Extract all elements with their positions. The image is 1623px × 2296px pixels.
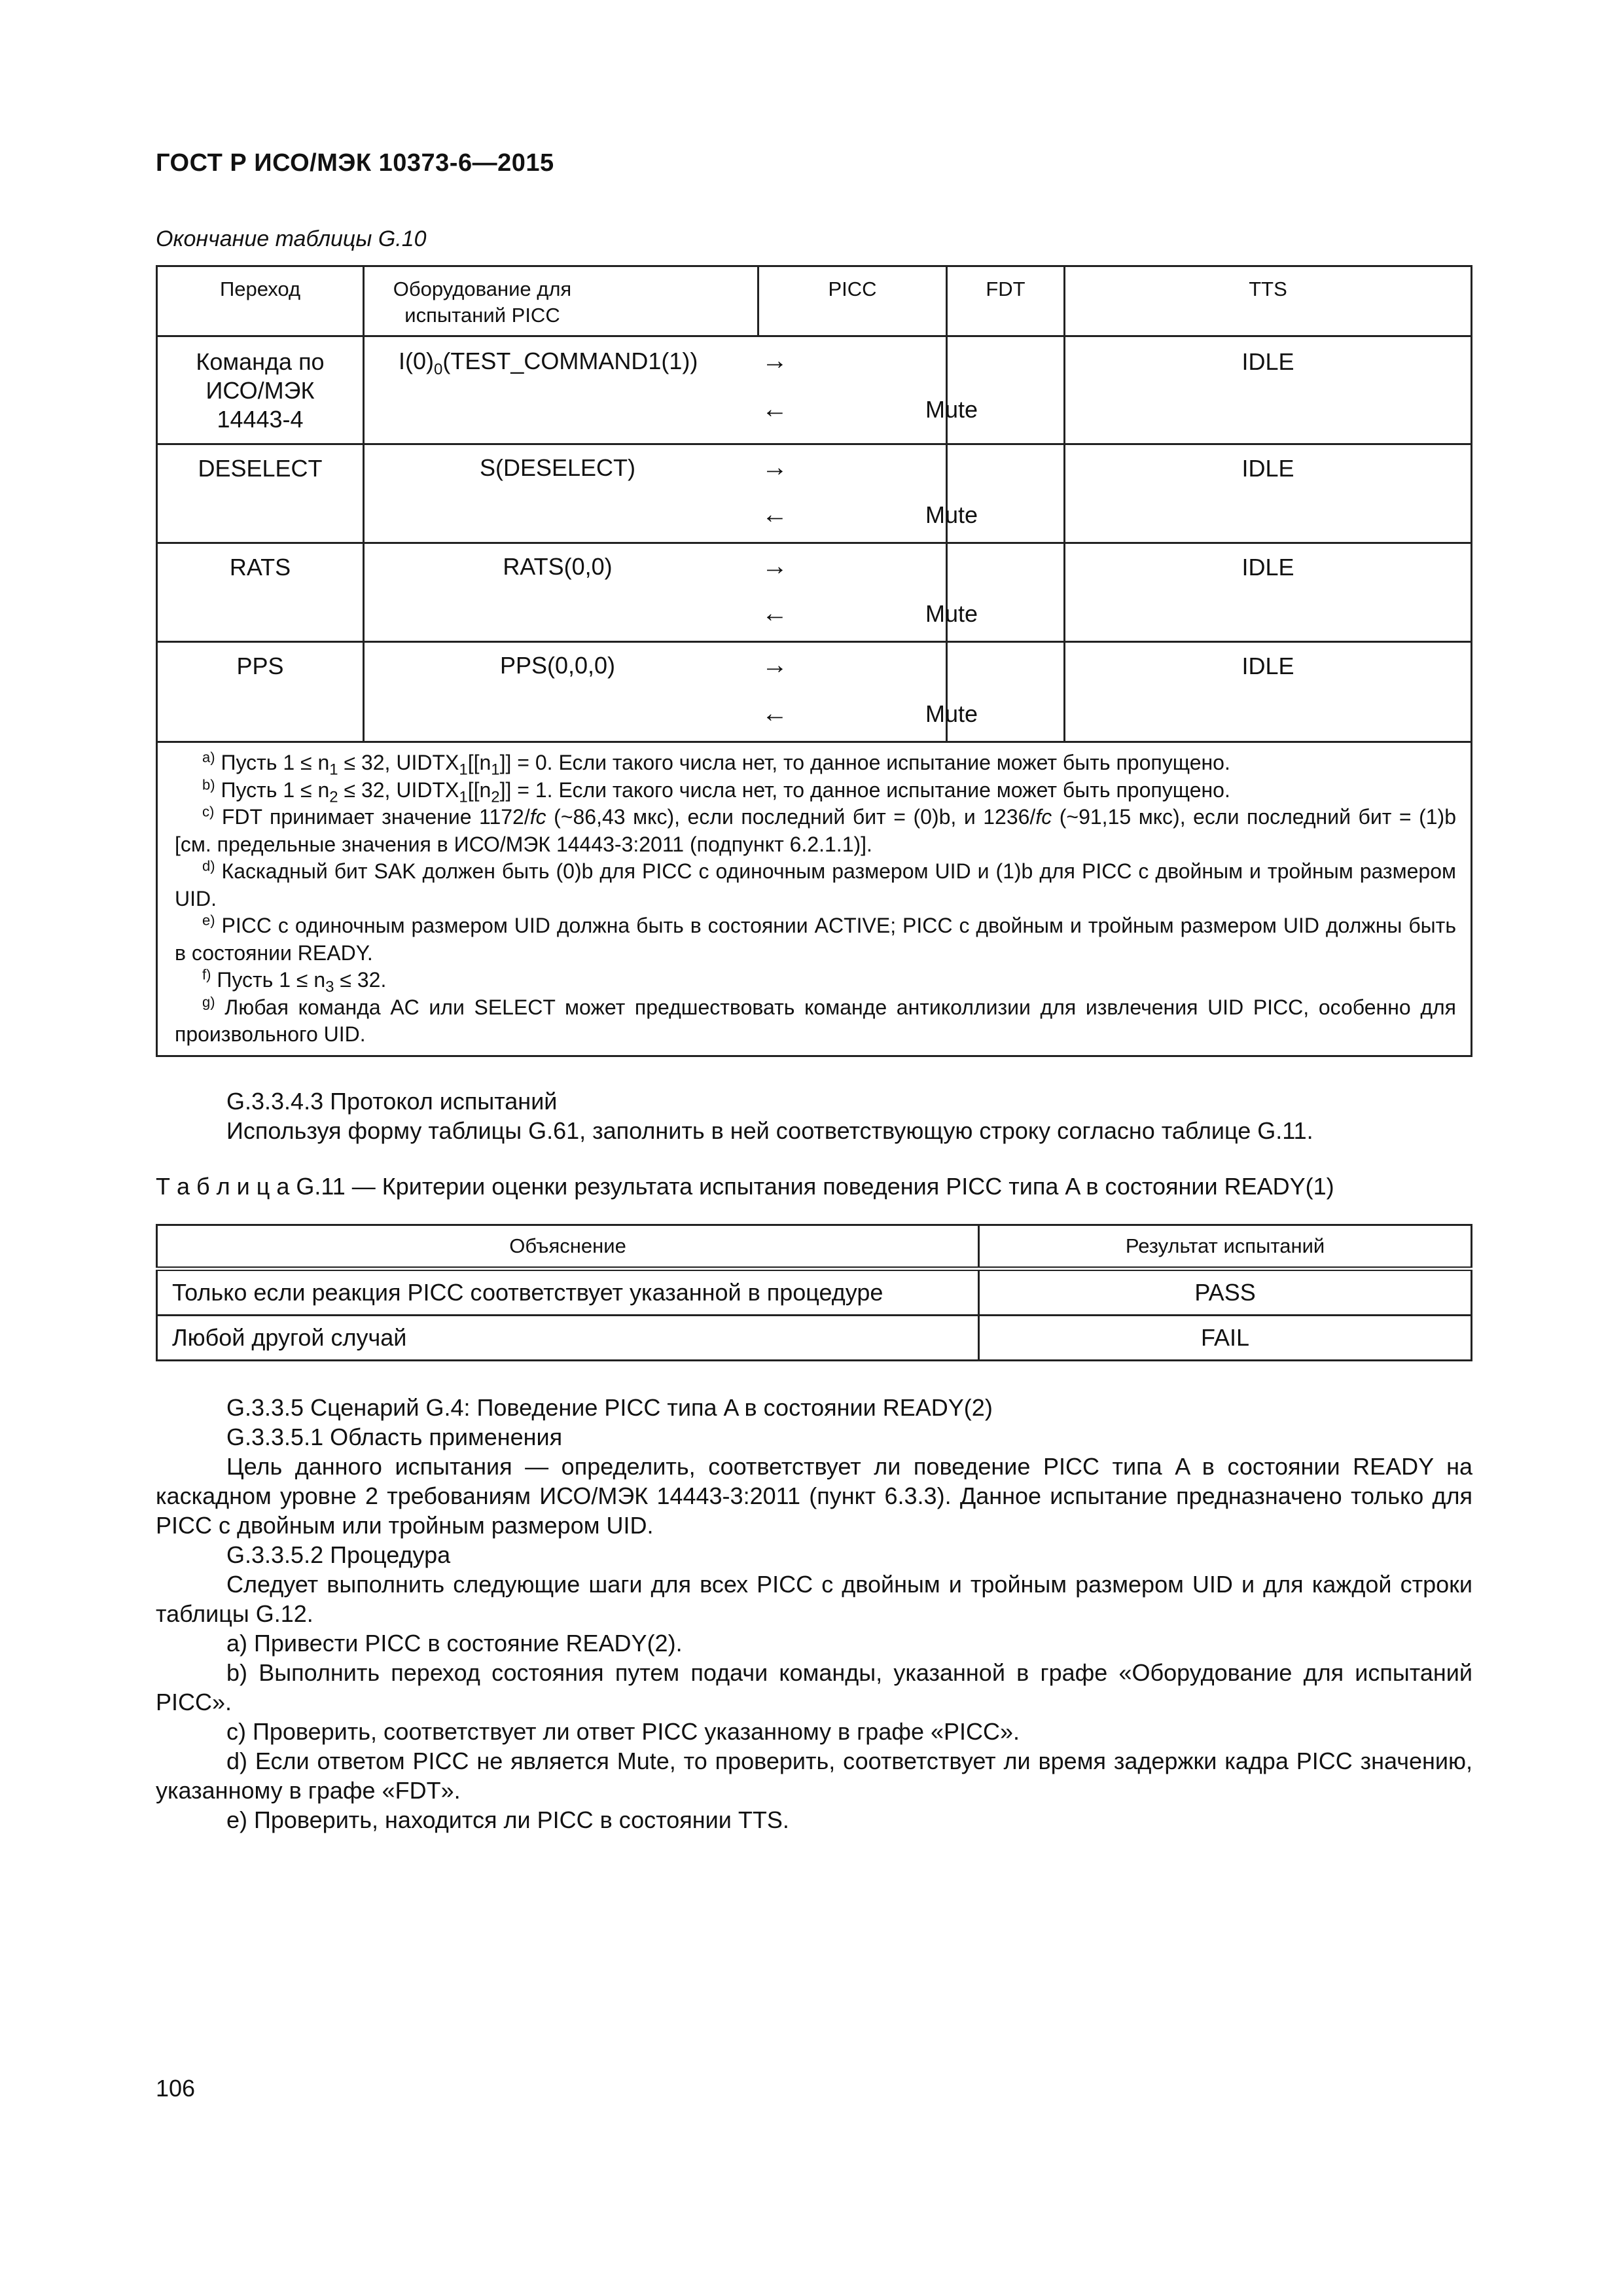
footnote-g: $^{g)}$ Любая команда AC или SELECT может предшествовать команде антиколлизии для извлечения UID PICC, особенно для произвольного UID. xyxy=(175,993,1456,1046)
list-item: b) Выполнить переход состояния путем подачи команды, указанной в графе «Оборудование для испытаний PICC». xyxy=(156,1659,1472,1715)
pcd-command: S(DESELECT) xyxy=(479,454,636,481)
paragraph: Следует выполнить следующие шаги для всех PICC с двойным и тройным размером UID и для каждой строки таблицы G.12. xyxy=(156,1571,1472,1627)
cell-transition: Команда по ИСО/МЭК 14443-4 xyxy=(157,336,364,444)
list-item: c) Проверить, соответствует ли ответ PICC указанному в графе «PICC». xyxy=(226,1718,1020,1745)
footnote-b: $^{b)}$ Пусть $1 \le n_2 \le 32$, $UIDTX_1[[n_2]] = 1$. Если такого числа нет, то данное испытание может быть пропущено. xyxy=(202,776,1230,806)
footnote-f: $^{f)}$ Пусть $1 \le n_3 \le 32$. xyxy=(202,966,387,996)
picc-response: Mute xyxy=(925,600,978,627)
arrow-right-icon: → xyxy=(762,552,788,581)
section-g3343 xyxy=(156,1086,1472,1145)
cell-explanation: Только если реакция PICC соответствует указанной в процедуре xyxy=(157,1269,979,1316)
col-header-explanation: Объяснение xyxy=(157,1225,979,1269)
arrow-left-icon: ← xyxy=(762,699,788,728)
list-item: e) Проверить, находится ли PICC в состоянии TTS. xyxy=(226,1806,789,1833)
footnote-c: $^{c)}$ FDT принимает значение 1172/fc (~86,43 мкс), если последний бит = (0)b, и 1236/fc (~91,15 мкс), если последний бит = (1)b [см. предельные значения в ИСО/МЭК 14443-3:2011 (подпункт 6.2.1.1)]. xyxy=(175,803,1457,856)
document-header: ГОСТ Р ИСО/МЭК 10373-6—2015 xyxy=(156,149,554,177)
col-header-result: Результат испытаний xyxy=(979,1225,1472,1269)
pcd-command: $I(0)_0(TEST\_COMMAND1(1))$ xyxy=(399,348,698,379)
cell-pcd-picc xyxy=(364,444,978,543)
cell-transition: DESELECT xyxy=(157,444,364,543)
arrow-left-icon: ← xyxy=(762,500,788,529)
arrow-right-icon: → xyxy=(762,346,788,375)
col-header-transition: Переход xyxy=(157,266,364,336)
section-heading: G.3.3.5.2 Процедура xyxy=(226,1541,451,1568)
list-item: d) Если ответом PICC не является Mute, то проверить, соответствует ли время задержки кадра PICC значению, указанному в графе «FDT». xyxy=(156,1748,1472,1804)
table-header-row xyxy=(157,1225,1472,1269)
arrow-right-icon: → xyxy=(762,453,788,482)
arrow-right-icon: → xyxy=(762,651,788,679)
col-header-picc: PICC xyxy=(758,266,947,336)
pcd-command: PPS(0,0,0) xyxy=(499,652,616,679)
section-g335 xyxy=(156,1393,1472,1835)
cell-tts: IDLE xyxy=(1065,642,1472,742)
picc-response: Mute xyxy=(925,501,978,528)
table-row xyxy=(157,336,1472,444)
section-heading: G.3.3.4.3 Протокол испытаний xyxy=(226,1088,558,1115)
cell-pcd-picc xyxy=(364,336,978,444)
table-row xyxy=(157,444,1472,543)
col-header-fdt: FDT xyxy=(947,266,1065,336)
section-heading: G.3.3.5.1 Область применения xyxy=(226,1424,563,1450)
table-row xyxy=(157,1269,1472,1316)
section-heading: G.3.3.5 Сценарий G.4: Поведение PICC типа A в состоянии READY(2) xyxy=(226,1394,993,1421)
table-caption: Окончание таблицы G.10 xyxy=(156,226,427,251)
table-g11 xyxy=(156,1224,1472,1361)
table-row xyxy=(157,1316,1472,1361)
cell-result: PASS xyxy=(979,1269,1472,1316)
footnote-a: $^{a)}$ Пусть $1 \le n_1 \le 32$, $UIDTX_1[[n_1]] = 0$. Если такого числа нет, то данное испытание может быть пропущено. xyxy=(202,749,1230,779)
col-header-tts: TTS xyxy=(1065,266,1472,336)
picc-response: Mute xyxy=(925,700,978,727)
paragraph: Цель данного испытания — определить, соответствует ли поведение PICC типа A в состоянии READY на каскадном уровне 2 требованиям ИСО/МЭК 14443-3:2011 (пункт 6.3.3). Данное испытание предназначено только для PICC с двойным или тройным размером UID. xyxy=(156,1453,1472,1539)
cell-explanation: Любой другой случай xyxy=(157,1316,979,1361)
table-g10 xyxy=(156,265,1472,1057)
table-row xyxy=(157,543,1472,642)
table-row xyxy=(157,642,1472,742)
cell-tts: IDLE xyxy=(1065,336,1472,444)
pcd-command: RATS(0,0) xyxy=(503,553,613,580)
col-header-pcd: Оборудование для испытаний PICC xyxy=(364,266,758,336)
table-header-row xyxy=(157,266,1472,336)
arrow-left-icon: ← xyxy=(762,599,788,628)
page-number: 106 xyxy=(156,2075,196,2102)
cell-result: FAIL xyxy=(979,1316,1472,1361)
footnote-e: $^{e)}$ PICC с одиночным размером UID должна быть в состоянии ACTIVE; PICC с двойным и тройным размером UID должны быть в состоянии READY. xyxy=(175,912,1456,965)
cell-tts: IDLE xyxy=(1065,543,1472,642)
arrow-left-icon: ← xyxy=(762,395,788,423)
cell-fdt xyxy=(947,336,1065,444)
list-item: a) Привести PICC в состояние READY(2). xyxy=(226,1630,683,1657)
cell-pcd-picc xyxy=(364,642,978,742)
cell-tts: IDLE xyxy=(1065,444,1472,543)
cell-transition: RATS xyxy=(157,543,364,642)
table-notes-row xyxy=(157,742,1472,1056)
table-notes xyxy=(157,742,1472,1056)
picc-response: Mute xyxy=(925,396,978,423)
footnote-d: $^{d)}$ Каскадный бит SAK должен быть (0)b для PICC с одиночным размером UID и (1)b для PICC с двойным и тройным размером UID. xyxy=(175,857,1456,910)
table-g11-title: Т а б л и ц а G.11 — Критерии оценки результата испытания поведения PICC типа A в состоянии READY(1) xyxy=(156,1173,1334,1200)
cell-pcd-picc xyxy=(364,543,978,642)
paragraph: Используя форму таблицы G.61, заполнить в ней соответствующую строку согласно таблице G.11. xyxy=(226,1117,1313,1144)
cell-transition: PPS xyxy=(157,642,364,742)
